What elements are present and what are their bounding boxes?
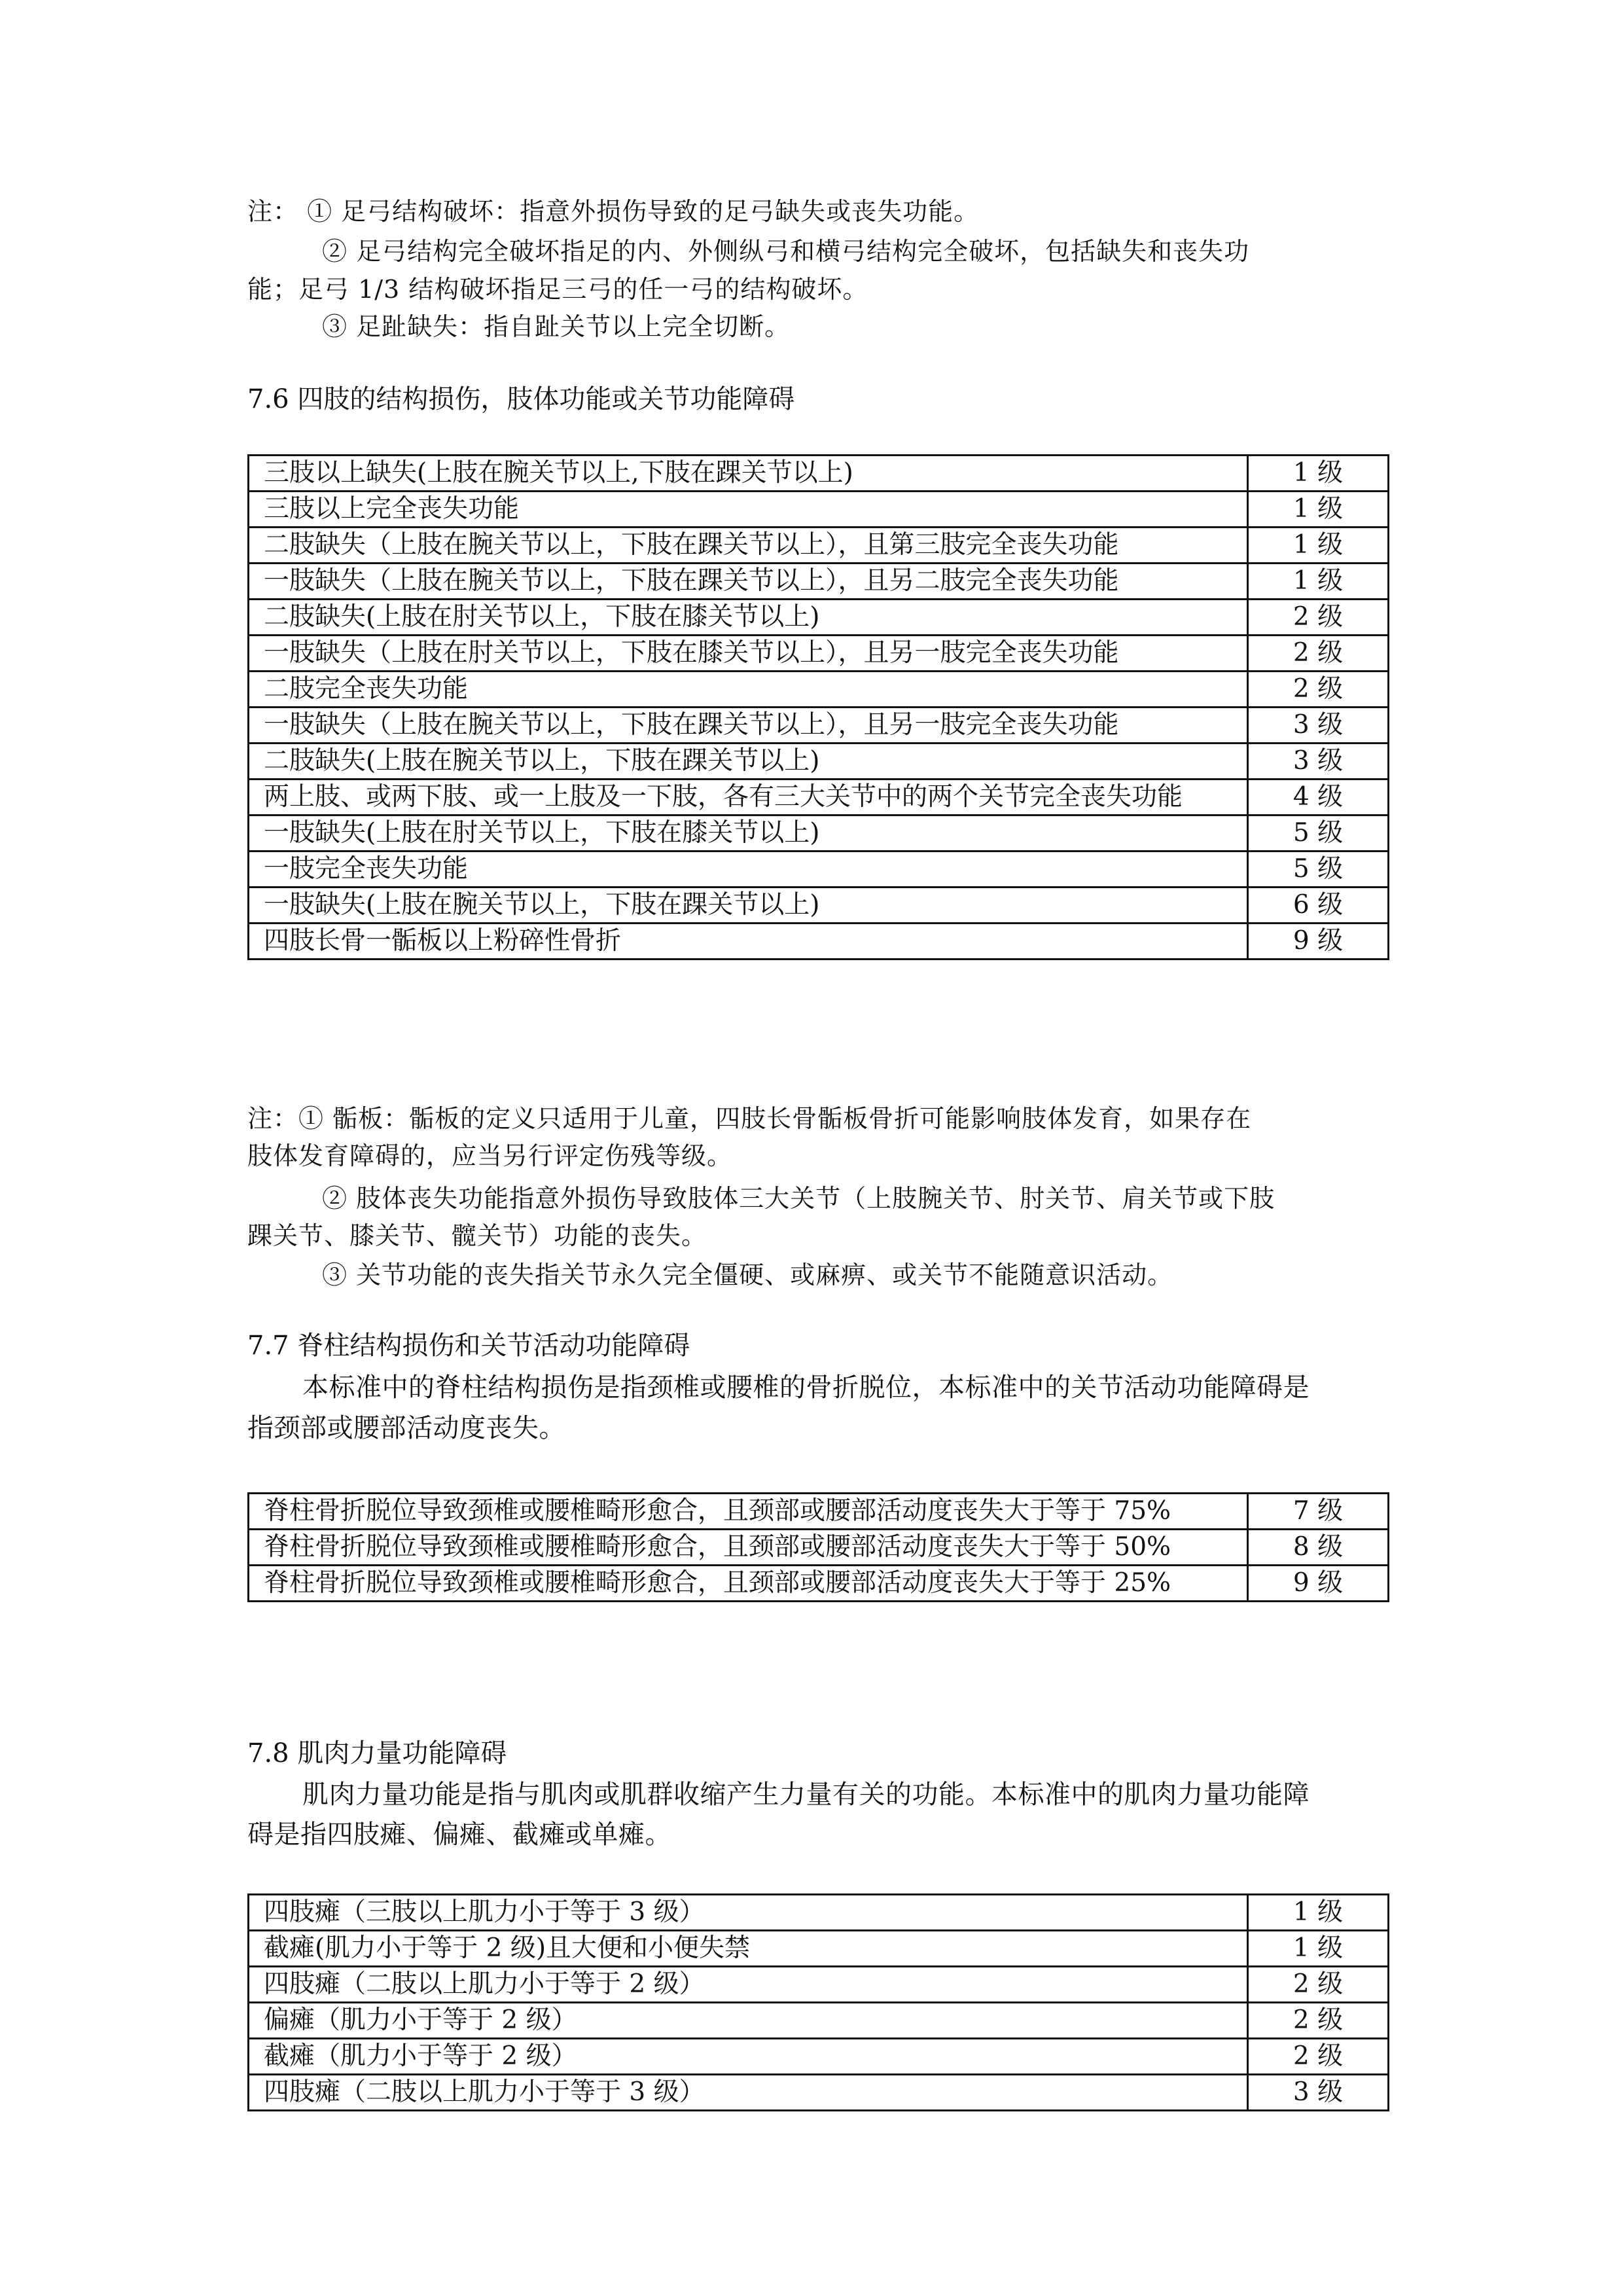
table-row bbox=[249, 2039, 1389, 2075]
table-row bbox=[249, 1494, 1389, 1530]
table-row bbox=[249, 564, 1389, 600]
disability-level: 3 级 bbox=[1248, 2075, 1389, 2111]
disability-level: 1 级 bbox=[1248, 456, 1389, 492]
table-row bbox=[249, 1967, 1389, 2003]
disability-description: 脊柱骨折脱位导致颈椎或腰椎畸形愈合，且颈部或腰部活动度丧失大于等于 50% bbox=[249, 1530, 1248, 1566]
table-row bbox=[249, 1931, 1389, 1967]
disability-level: 8 级 bbox=[1248, 1530, 1389, 1566]
table-row bbox=[249, 744, 1389, 780]
disability-description: 两上肢、或两下肢、或一上肢及一下肢，各有三大关节中的两个关节完全丧失功能 bbox=[249, 780, 1248, 816]
disability-level: 6 级 bbox=[1248, 888, 1389, 924]
disability-description: 脊柱骨折脱位导致颈椎或腰椎畸形愈合，且颈部或腰部活动度丧失大于等于 75% bbox=[249, 1494, 1248, 1530]
table-row bbox=[249, 852, 1389, 888]
disability-level: 9 级 bbox=[1248, 924, 1389, 960]
disability-description: 一肢完全丧失功能 bbox=[249, 852, 1248, 888]
disability-level: 5 级 bbox=[1248, 852, 1389, 888]
disability-description: 二肢缺失(上肢在肘关节以上，下肢在膝关节以上) bbox=[249, 600, 1248, 636]
grade-table-7-7 bbox=[247, 1492, 1389, 1602]
disability-description: 脊柱骨折脱位导致颈椎或腰椎畸形愈合，且颈部或腰部活动度丧失大于等于 25% bbox=[249, 1566, 1248, 1602]
disability-description: 一肢缺失(上肢在肘关节以上，下肢在膝关节以上) bbox=[249, 816, 1248, 852]
note-joint-function: ③ 关节功能的丧失指关节永久完全僵硬、或麻痹、或关节不能随意识活动。 bbox=[322, 1261, 1173, 1289]
table-row bbox=[249, 2075, 1389, 2111]
table-row bbox=[249, 780, 1389, 816]
disability-level: 2 级 bbox=[1248, 672, 1389, 708]
disability-level: 3 级 bbox=[1248, 744, 1389, 780]
table-row bbox=[249, 1530, 1389, 1566]
note-limb-function-1: ② 肢体丧失功能指意外损伤导致肢体三大关节（上肢腕关节、肘关节、肩关节或下肢 bbox=[322, 1184, 1275, 1213]
disability-description: 三肢以上缺失(上肢在腕关节以上,下肢在踝关节以上) bbox=[249, 456, 1248, 492]
disability-description: 四肢瘫（二肢以上肌力小于等于 3 级） bbox=[249, 2075, 1248, 2111]
table-row bbox=[249, 708, 1389, 744]
table-row bbox=[249, 2003, 1389, 2039]
disability-level: 2 级 bbox=[1248, 636, 1389, 672]
disability-description: 四肢瘫（二肢以上肌力小于等于 2 级） bbox=[249, 1967, 1248, 2003]
section-7-8-paragraph-line2: 碍是指四肢瘫、偏瘫、截瘫或单瘫。 bbox=[247, 1820, 671, 1850]
table-row bbox=[249, 888, 1389, 924]
disability-description: 二肢缺失(上肢在腕关节以上，下肢在踝关节以上) bbox=[249, 744, 1248, 780]
disability-description: 一肢缺失（上肢在肘关节以上，下肢在膝关节以上），且另一肢完全丧失功能 bbox=[249, 636, 1248, 672]
disability-level: 3 级 bbox=[1248, 708, 1389, 744]
note-foot-arch-2: ② 足弓结构完全破坏指足的内、外侧纵弓和横弓结构完全破坏，包括缺失和丧失功 bbox=[322, 237, 1250, 266]
disability-description: 截瘫(肌力小于等于 2 级)且大便和小便失禁 bbox=[249, 1931, 1248, 1967]
note-toe-loss: ③ 足趾缺失：指自趾关节以上完全切断。 bbox=[322, 312, 791, 341]
disability-description: 四肢长骨一骺板以上粉碎性骨折 bbox=[249, 924, 1248, 960]
section-7-8-paragraph-line1: 肌肉力量功能是指与肌肉或肌群收缩产生力量有关的功能。本标准中的肌肉力量功能障 bbox=[302, 1780, 1310, 1810]
note-epiphysis-2: 肢体发育障碍的，应当另行评定伤残等级。 bbox=[247, 1141, 733, 1170]
disability-level: 2 级 bbox=[1248, 600, 1389, 636]
disability-description: 四肢瘫（三肢以上肌力小于等于 3 级） bbox=[249, 1895, 1248, 1931]
disability-level: 7 级 bbox=[1248, 1494, 1389, 1530]
disability-level: 4 级 bbox=[1248, 780, 1389, 816]
table-row bbox=[249, 924, 1389, 960]
disability-level: 1 级 bbox=[1248, 1895, 1389, 1931]
section-heading-7-6: 7.6 四肢的结构损伤，肢体功能或关节功能障碍 bbox=[247, 384, 795, 414]
disability-description: 三肢以上完全丧失功能 bbox=[249, 492, 1248, 528]
section-7-7-paragraph-line1: 本标准中的脊柱结构损伤是指颈椎或腰椎的骨折脱位，本标准中的关节活动功能障碍是 bbox=[302, 1372, 1310, 1403]
disability-level: 1 级 bbox=[1248, 528, 1389, 564]
disability-description: 一肢缺失（上肢在腕关节以上，下肢在踝关节以上），且另一肢完全丧失功能 bbox=[249, 708, 1248, 744]
section-7-7-paragraph-line2: 指颈部或腰部活动度丧失。 bbox=[247, 1413, 565, 1443]
note-epiphysis-1: 注：① 骺板：骺板的定义只适用于儿童，四肢长骨骺板骨折可能影响肢体发育，如果存在 bbox=[247, 1104, 1252, 1133]
disability-level: 1 级 bbox=[1248, 564, 1389, 600]
disability-level: 1 级 bbox=[1248, 492, 1389, 528]
grade-table-7-8 bbox=[247, 1893, 1389, 2111]
grade-table-7-6 bbox=[247, 454, 1389, 960]
disability-description: 一肢缺失(上肢在腕关节以上，下肢在踝关节以上) bbox=[249, 888, 1248, 924]
disability-level: 5 级 bbox=[1248, 816, 1389, 852]
note-limb-function-2: 踝关节、膝关节、髋关节）功能的丧失。 bbox=[247, 1221, 707, 1250]
disability-description: 一肢缺失（上肢在腕关节以上，下肢在踝关节以上），且另二肢完全丧失功能 bbox=[249, 564, 1248, 600]
disability-level: 2 级 bbox=[1248, 1967, 1389, 2003]
disability-level: 2 级 bbox=[1248, 2039, 1389, 2075]
section-heading-7-7: 7.7 脊柱结构损伤和关节活动功能障碍 bbox=[247, 1331, 690, 1361]
table-row bbox=[249, 816, 1389, 852]
disability-description: 偏瘫（肌力小于等于 2 级） bbox=[249, 2003, 1248, 2039]
section-heading-7-8: 7.8 肌肉力量功能障碍 bbox=[247, 1738, 507, 1768]
disability-level: 9 级 bbox=[1248, 1566, 1389, 1602]
disability-level: 1 级 bbox=[1248, 1931, 1389, 1967]
table-row bbox=[249, 636, 1389, 672]
disability-description: 截瘫（肌力小于等于 2 级） bbox=[249, 2039, 1248, 2075]
table-row bbox=[249, 1895, 1389, 1931]
table-row bbox=[249, 1566, 1389, 1602]
table-row bbox=[249, 528, 1389, 564]
note-foot-arch-3: 能；足弓 1/3 结构破坏指足三弓的任一弓的结构破坏。 bbox=[247, 275, 868, 304]
table-row bbox=[249, 492, 1389, 528]
table-row bbox=[249, 600, 1389, 636]
table-row bbox=[249, 456, 1389, 492]
table-row bbox=[249, 672, 1389, 708]
disability-level: 2 级 bbox=[1248, 2003, 1389, 2039]
disability-description: 二肢缺失（上肢在腕关节以上，下肢在踝关节以上），且第三肢完全丧失功能 bbox=[249, 528, 1248, 564]
note-foot-arch-1: 注： ① 足弓结构破坏：指意外损伤导致的足弓缺失或丧失功能。 bbox=[247, 197, 980, 226]
disability-description: 二肢完全丧失功能 bbox=[249, 672, 1248, 708]
